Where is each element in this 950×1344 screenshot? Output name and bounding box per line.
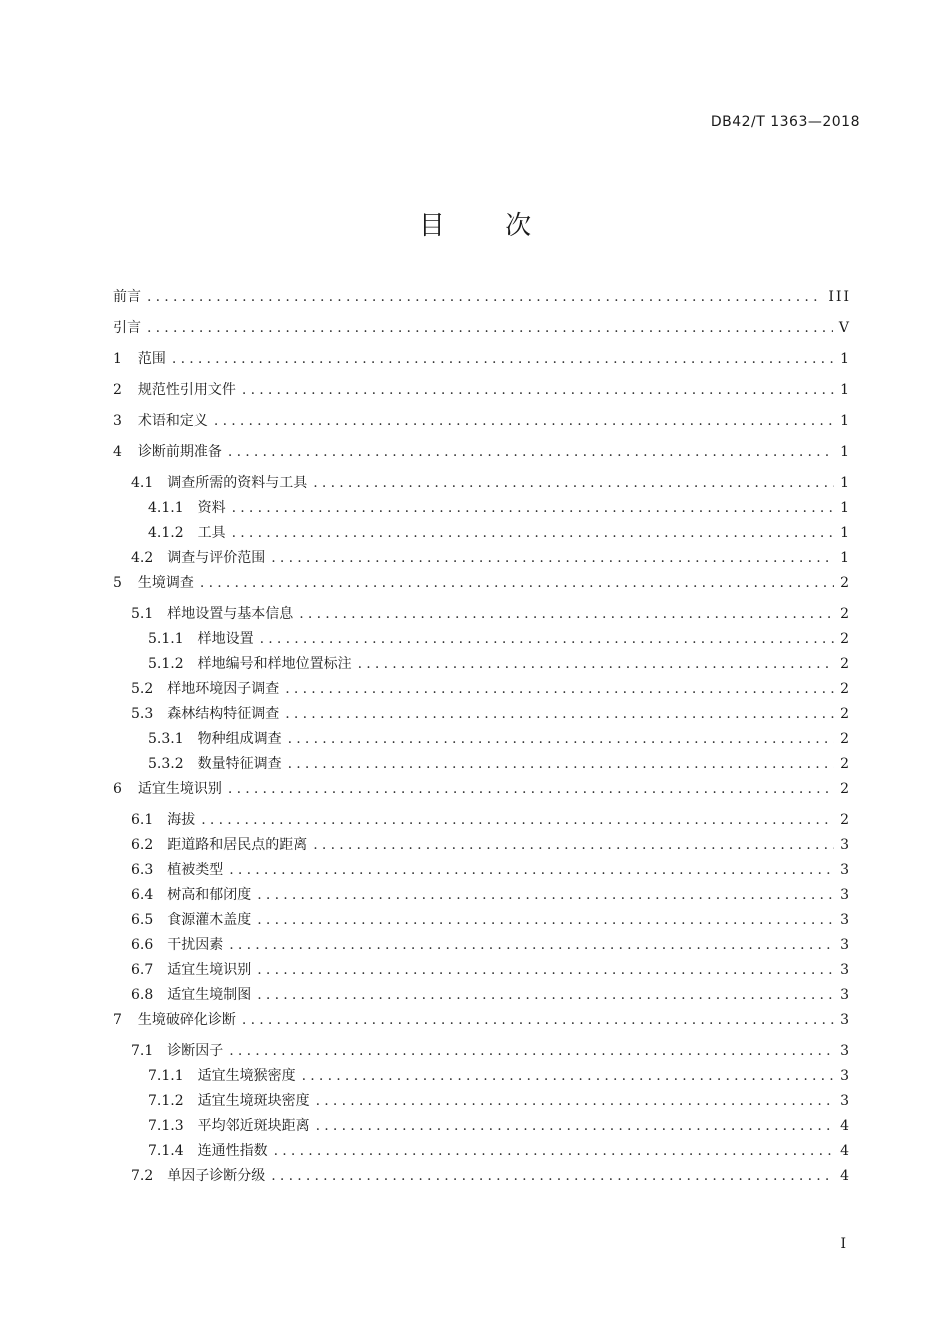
toc-entry-heading <box>113 678 279 698</box>
toc-entry-heading <box>113 884 251 904</box>
toc-entry-heading <box>113 959 251 979</box>
toc-entry-heading <box>113 603 293 623</box>
toc-entry-heading <box>113 472 307 492</box>
toc-leader-dots <box>316 1118 834 1134</box>
toc-entry-heading <box>113 410 208 430</box>
toc-entry-number: 5.3 <box>131 706 154 722</box>
toc-entry-number: 6.3 <box>131 862 154 878</box>
toc-entry-number: 5.2 <box>131 681 154 697</box>
toc-entry-page: 2 <box>840 656 851 672</box>
toc-entry-page: 3 <box>840 1043 851 1059</box>
toc-leader-dots <box>229 1043 834 1059</box>
toc-entry-page: 3 <box>840 937 851 953</box>
toc-leader-dots <box>288 756 834 772</box>
toc-entry-heading <box>113 1040 223 1060</box>
toc-entry-label: 连通性指数 <box>197 1143 268 1159</box>
toc-leader-dots <box>302 1068 834 1084</box>
toc-leader-dots <box>260 631 834 647</box>
toc-leader-dots <box>257 912 834 928</box>
toc-leader-dots <box>147 289 822 305</box>
toc-leader-dots <box>147 320 833 336</box>
toc-entry-label: 样地设置与基本信息 <box>167 606 294 622</box>
toc-entry-number: 4.1 <box>131 475 154 491</box>
toc-entry-heading <box>113 778 222 798</box>
table-of-contents <box>113 286 851 1190</box>
toc-leader-dots <box>274 1143 834 1159</box>
toc-entry-number: 5.1.1 <box>148 631 184 647</box>
toc-entry-heading <box>113 522 226 542</box>
toc-entry-number: 6.1 <box>131 812 154 828</box>
toc-entry-number: 7 <box>113 1012 122 1028</box>
toc-entry[interactable] <box>113 379 851 410</box>
toc-entry-number: 6.7 <box>131 962 154 978</box>
toc-entry-page: 3 <box>840 887 851 903</box>
toc-entry-page: 2 <box>840 706 851 722</box>
toc-leader-dots <box>228 444 834 460</box>
toc-entry-page: 1 <box>840 351 851 367</box>
toc-entry-label: 引言 <box>113 320 141 336</box>
toc-entry[interactable] <box>113 1165 851 1190</box>
toc-leader-dots <box>228 781 834 797</box>
toc-entry-page: 4 <box>840 1168 851 1184</box>
toc-leader-dots <box>200 575 834 591</box>
toc-entry-page: V <box>838 320 851 336</box>
toc-entry-heading <box>113 441 222 461</box>
toc-entry-number: 4.1.2 <box>148 525 184 541</box>
toc-entry-label: 平均邻近斑块距离 <box>197 1118 310 1134</box>
toc-entry-number: 7.1.4 <box>148 1143 184 1159</box>
toc-entry-number: 7.1.3 <box>148 1118 184 1134</box>
toc-entry-label: 诊断因子 <box>167 1043 224 1059</box>
toc-entry-number: 4.2 <box>131 550 154 566</box>
toc-entry-page: 1 <box>840 475 851 491</box>
toc-entry-heading <box>113 859 223 879</box>
toc-entry-heading <box>113 703 279 723</box>
toc-entry-page: 4 <box>840 1143 851 1159</box>
toc-leader-dots <box>242 1012 834 1028</box>
toc-entry-heading <box>113 1115 310 1135</box>
toc-leader-dots <box>257 987 834 1003</box>
toc-entry-page: 3 <box>840 912 851 928</box>
toc-entry-label: 资料 <box>197 500 226 516</box>
toc-entry-heading <box>113 572 194 592</box>
toc-entry-page: 2 <box>840 606 851 622</box>
toc-leader-dots <box>232 500 834 516</box>
toc-entry[interactable] <box>113 317 851 348</box>
toc-leader-dots <box>229 862 834 878</box>
toc-entry-heading <box>113 1165 265 1185</box>
toc-entry[interactable] <box>113 959 851 984</box>
toc-entry-label: 森林结构特征调查 <box>167 706 280 722</box>
toc-entry-label: 树高和郁闭度 <box>167 887 252 903</box>
toc-entry-label: 距道路和居民点的距离 <box>167 837 308 853</box>
toc-entry-number: 5.3.2 <box>148 756 184 772</box>
toc-entry-heading <box>113 379 236 399</box>
toc-entry[interactable] <box>113 753 851 778</box>
toc-entry-label: 样地设置 <box>197 631 254 647</box>
toc-entry-label: 食源灌木盖度 <box>167 912 252 928</box>
toc-entry[interactable] <box>113 1140 851 1165</box>
toc-entry-heading <box>113 1140 268 1160</box>
toc-entry-number: 6.5 <box>131 912 154 928</box>
toc-entry-label: 数量特征调查 <box>197 756 282 772</box>
toc-entry-page: 2 <box>840 781 851 797</box>
toc-entry[interactable] <box>113 410 851 441</box>
toc-entry-label: 适宜生境识别 <box>167 962 252 978</box>
toc-entry-heading <box>113 317 141 337</box>
toc-entry[interactable] <box>113 653 851 678</box>
toc-leader-dots <box>285 706 834 722</box>
toc-entry-page: 3 <box>840 1093 851 1109</box>
toc-entry[interactable] <box>113 834 851 859</box>
toc-entry-number: 4 <box>113 444 122 460</box>
toc-entry[interactable] <box>113 909 851 934</box>
toc-entry-page: 1 <box>840 444 851 460</box>
toc-entry[interactable] <box>113 441 851 472</box>
toc-entry[interactable] <box>113 628 851 653</box>
toc-entry-label: 工具 <box>197 525 226 541</box>
toc-entry-label: 前言 <box>113 289 141 305</box>
toc-entry[interactable] <box>113 1009 851 1040</box>
toc-entry-page: 2 <box>840 756 851 772</box>
toc-entry-heading <box>113 1065 296 1085</box>
toc-leader-dots <box>172 351 834 367</box>
toc-entry-heading <box>113 728 282 748</box>
toc-entry-label: 样地环境因子调查 <box>167 681 280 697</box>
toc-leader-dots <box>313 475 834 491</box>
toc-entry-label: 干扰因素 <box>167 937 224 953</box>
toc-entry-label: 规范性引用文件 <box>137 382 236 398</box>
toc-entry-label: 生境调查 <box>137 575 194 591</box>
toc-entry-number: 6.6 <box>131 937 154 953</box>
toc-entry-page: 1 <box>840 382 851 398</box>
toc-entry-number: 7.1 <box>131 1043 154 1059</box>
toc-entry-heading <box>113 547 265 567</box>
toc-entry-label: 适宜生境斑块密度 <box>197 1093 310 1109</box>
toc-entry-number: 5 <box>113 575 122 591</box>
toc-leader-dots <box>285 681 834 697</box>
toc-entry-heading <box>113 1009 236 1029</box>
toc-entry[interactable] <box>113 286 851 317</box>
toc-entry-page: 3 <box>840 962 851 978</box>
toc-entry-number: 2 <box>113 382 122 398</box>
toc-entry[interactable] <box>113 728 851 753</box>
page-title: 目 次 <box>418 211 558 241</box>
toc-entry-label: 适宜生境识别 <box>137 781 222 797</box>
toc-entry-number: 5.3.1 <box>148 731 184 747</box>
toc-entry[interactable] <box>113 703 851 728</box>
toc-entry-number: 1 <box>113 351 122 367</box>
toc-entry-number: 6.2 <box>131 837 154 853</box>
toc-entry-heading <box>113 984 251 1004</box>
toc-entry-label: 生境破碎化诊断 <box>137 1012 236 1028</box>
toc-entry[interactable] <box>113 472 851 497</box>
toc-entry[interactable] <box>113 1065 851 1090</box>
toc-entry-heading <box>113 934 223 954</box>
toc-entry[interactable] <box>113 984 851 1009</box>
toc-entry-heading <box>113 286 141 306</box>
toc-leader-dots <box>214 413 834 429</box>
toc-entry[interactable] <box>113 809 851 834</box>
toc-entry-heading <box>113 653 352 673</box>
toc-entry-number: 7.1.2 <box>148 1093 184 1109</box>
toc-entry-page: 3 <box>840 1068 851 1084</box>
toc-entry-page: 1 <box>840 525 851 541</box>
toc-entry-heading <box>113 809 195 829</box>
toc-entry-page: 3 <box>840 862 851 878</box>
toc-entry-page: 1 <box>840 500 851 516</box>
toc-leader-dots <box>271 550 834 566</box>
toc-leader-dots <box>201 812 834 828</box>
toc-entry[interactable] <box>113 1115 851 1140</box>
toc-entry-label: 术语和定义 <box>137 413 208 429</box>
toc-entry[interactable] <box>113 522 851 547</box>
toc-entry-heading <box>113 834 307 854</box>
toc-entry-label: 适宜生境猴密度 <box>197 1068 296 1084</box>
toc-entry-heading <box>113 497 226 517</box>
toc-entry-number: 6.4 <box>131 887 154 903</box>
toc-entry-page: 2 <box>840 731 851 747</box>
toc-entry-page: 4 <box>840 1118 851 1134</box>
toc-entry-heading <box>113 1090 310 1110</box>
toc-entry-page: 1 <box>840 550 851 566</box>
toc-entry-label: 植被类型 <box>167 862 224 878</box>
toc-leader-dots <box>271 1168 834 1184</box>
toc-entry-number: 3 <box>113 413 122 429</box>
toc-entry-label: 调查与评价范围 <box>167 550 266 566</box>
standard-code: DB42/T 1363—2018 <box>710 114 860 130</box>
toc-leader-dots <box>288 731 834 747</box>
toc-entry-heading <box>113 753 282 773</box>
toc-entry-page: 2 <box>840 681 851 697</box>
toc-entry-label: 适宜生境制图 <box>167 987 252 1003</box>
toc-entry-number: 6.8 <box>131 987 154 1003</box>
toc-entry-page: 3 <box>840 987 851 1003</box>
toc-entry[interactable] <box>113 859 851 884</box>
toc-entry[interactable] <box>113 1090 851 1115</box>
toc-entry-label: 物种组成调查 <box>197 731 282 747</box>
toc-entry[interactable] <box>113 348 851 379</box>
toc-leader-dots <box>257 887 834 903</box>
toc-entry-number: 6 <box>113 781 122 797</box>
toc-entry-number: 5.1 <box>131 606 154 622</box>
toc-entry[interactable] <box>113 884 851 909</box>
toc-entry-page: 2 <box>840 575 851 591</box>
toc-leader-dots <box>313 837 834 853</box>
toc-entry[interactable] <box>113 778 851 809</box>
toc-entry-number: 4.1.1 <box>148 500 184 516</box>
toc-entry-label: 样地编号和样地位置标注 <box>197 656 352 672</box>
toc-entry-label: 调查所需的资料与工具 <box>167 475 308 491</box>
toc-entry-page: 1 <box>840 413 851 429</box>
toc-entry-label: 范围 <box>137 351 166 367</box>
toc-entry-label: 单因子诊断分级 <box>167 1168 266 1184</box>
toc-entry-heading <box>113 348 166 368</box>
toc-entry-page: 3 <box>840 1012 851 1028</box>
toc-leader-dots <box>229 937 834 953</box>
toc-entry[interactable] <box>113 603 851 628</box>
toc-entry-page: 3 <box>840 837 851 853</box>
toc-entry-heading <box>113 909 251 929</box>
toc-entry-number: 7.2 <box>131 1168 154 1184</box>
toc-entry-page: 2 <box>840 812 851 828</box>
toc-leader-dots <box>242 382 834 398</box>
toc-entry-number: 5.1.2 <box>148 656 184 672</box>
toc-entry-number: 7.1.1 <box>148 1068 184 1084</box>
toc-entry[interactable] <box>113 572 851 603</box>
toc-entry[interactable] <box>113 934 851 959</box>
toc-entry-heading <box>113 628 254 648</box>
toc-entry[interactable] <box>113 678 851 703</box>
toc-entry[interactable] <box>113 547 851 572</box>
toc-entry[interactable] <box>113 1040 851 1065</box>
toc-leader-dots <box>299 606 834 622</box>
toc-leader-dots <box>257 962 834 978</box>
page-number: I <box>840 1236 846 1252</box>
toc-entry-label: 诊断前期准备 <box>137 444 222 460</box>
toc-entry-label: 海拔 <box>167 812 196 828</box>
toc-entry[interactable] <box>113 497 851 522</box>
toc-entry-page: III <box>828 289 851 305</box>
toc-leader-dots <box>316 1093 834 1109</box>
toc-leader-dots <box>232 525 834 541</box>
toc-leader-dots <box>358 656 834 672</box>
toc-entry-page: 2 <box>840 631 851 647</box>
